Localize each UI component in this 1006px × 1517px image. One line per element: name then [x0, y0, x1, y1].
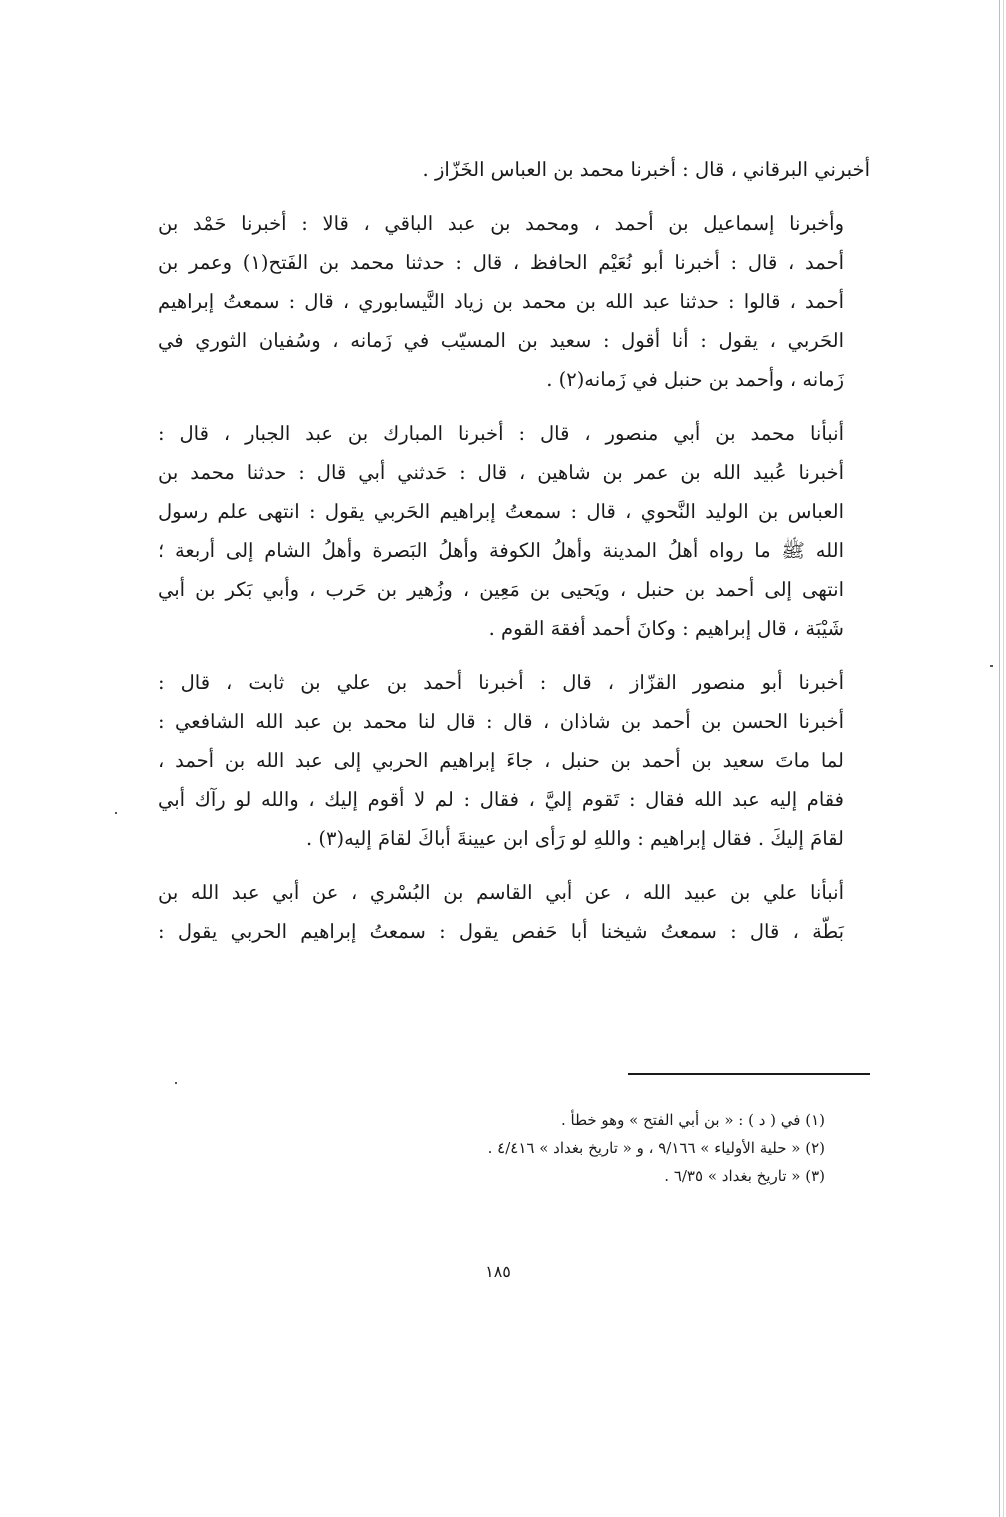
text-line: الحَربي ، يقول : أنا أقول : سعيد بن المسيّب في زَمانه ، وسُفيان الثوري في — [158, 329, 844, 352]
footnote: (٣) « تاريخ بغداد » ٦/٣٥ . — [664, 1167, 825, 1185]
text-line: أنبأنا علي بن عبيد الله ، عن أبي القاسم بن البُسْري ، عن أبي عبد الله بن — [158, 881, 844, 904]
footnote-separator — [628, 1073, 870, 1075]
text-line: لما ماتَ سعيد بن أحمد بن حنبل ، جاءَ إبراهيم الحربي إلى عبد الله بن أحمد ، — [158, 749, 844, 772]
main-text — [158, 150, 870, 966]
paragraph — [158, 150, 870, 189]
text-line: العباس بن الوليد النَّحوي ، قال : سمعتُ إبراهيم الحَربي يقول : انتهى علم رسول — [158, 500, 844, 523]
paragraph — [158, 873, 870, 951]
scan-speck — [175, 1082, 177, 1084]
paragraph — [158, 663, 870, 858]
footnotes — [300, 1106, 825, 1190]
text-line: وأخبرنا إسماعيل بن أحمد ، ومحمد بن عبد الباقي ، قالا : أخبرنا حَمْد بن — [158, 212, 844, 235]
page-edge-line — [1003, 0, 1004, 1517]
text-line: شَيْبَة ، قال إبراهيم : وكانَ أحمد أفقهَ القوم . — [488, 617, 844, 640]
scan-speck — [990, 665, 993, 667]
text-line: لقامَ إليكَ . فقال إبراهيم : واللهِ لو رَأى ابن عيينةَ أباكَ لقامَ إليه(٣) . — [305, 827, 844, 850]
text-line: أخبرنا عُبيد الله بن عمر بن شاهين ، قال : حَدثني أبي قال : حدثنا محمد بن — [158, 461, 844, 484]
text-line: زَمانه ، وأحمد بن حنبل في زَمانه(٢) . — [546, 368, 844, 391]
text-line: أحمد ، قال : أخبرنا أبو نُعَيْم الحافظ ، قال : حدثنا محمد بن الفَتح(١) وعمر بن — [158, 251, 844, 274]
text-line: أخبرنا أبو منصور القزّاز ، قال : أخبرنا أحمد بن علي بن ثابت ، قال : — [158, 671, 844, 694]
text-line: انتهى إلى أحمد بن حنبل ، ويَحيى بن مَعِين ، وزُهير بن حَرب ، وأبي بَكر بن أبي — [158, 578, 844, 601]
text-line: أحمد ، قالوا : حدثنا عبد الله بن محمد بن زياد النَّيسابوري ، قال : سمعتُ إبراهيم — [158, 290, 844, 313]
paragraph — [158, 204, 870, 399]
footnote: (٢) « حلية الأولياء » ٩/١٦٦ ، و « تاريخ بغداد » ٤/٤١٦ . — [487, 1139, 825, 1157]
scan-speck — [115, 812, 117, 814]
text-line: الله ﷺ ما رواه أهلُ المدينة وأهلُ الكوفة وأهلُ البَصرة وأهلُ الشام إلى أربعة ؛ — [158, 539, 844, 562]
paragraph — [158, 414, 870, 648]
page-number: ١٨٥ — [485, 1262, 511, 1281]
text-line: بَطّة ، قال : سمعتُ شيخنا أبا حَفص يقول : سمعتُ إبراهيم الحربي يقول : — [158, 920, 844, 943]
text-line: أخبرنا الحسن بن أحمد بن شاذان ، قال : قال لنا محمد بن عبد الله الشافعي : — [158, 710, 844, 733]
page-edge-line — [999, 0, 1000, 1517]
text-line: فقام إليه عبد الله فقال : تَقوم إليَّ ، فقال : لم لا أقوم إليك ، والله لو رآك أبي — [158, 788, 844, 811]
text-line: أنبأنا محمد بن أبي منصور ، قال : أخبرنا المبارك بن عبد الجبار ، قال : — [158, 422, 844, 445]
text-line: أخبرني البرقاني ، قال : أخبرنا محمد بن العباس الخَزّاز . — [422, 158, 870, 181]
footnote: (١) في ( د ) : « بن أبي الفتح » وهو خطأ . — [560, 1111, 825, 1129]
